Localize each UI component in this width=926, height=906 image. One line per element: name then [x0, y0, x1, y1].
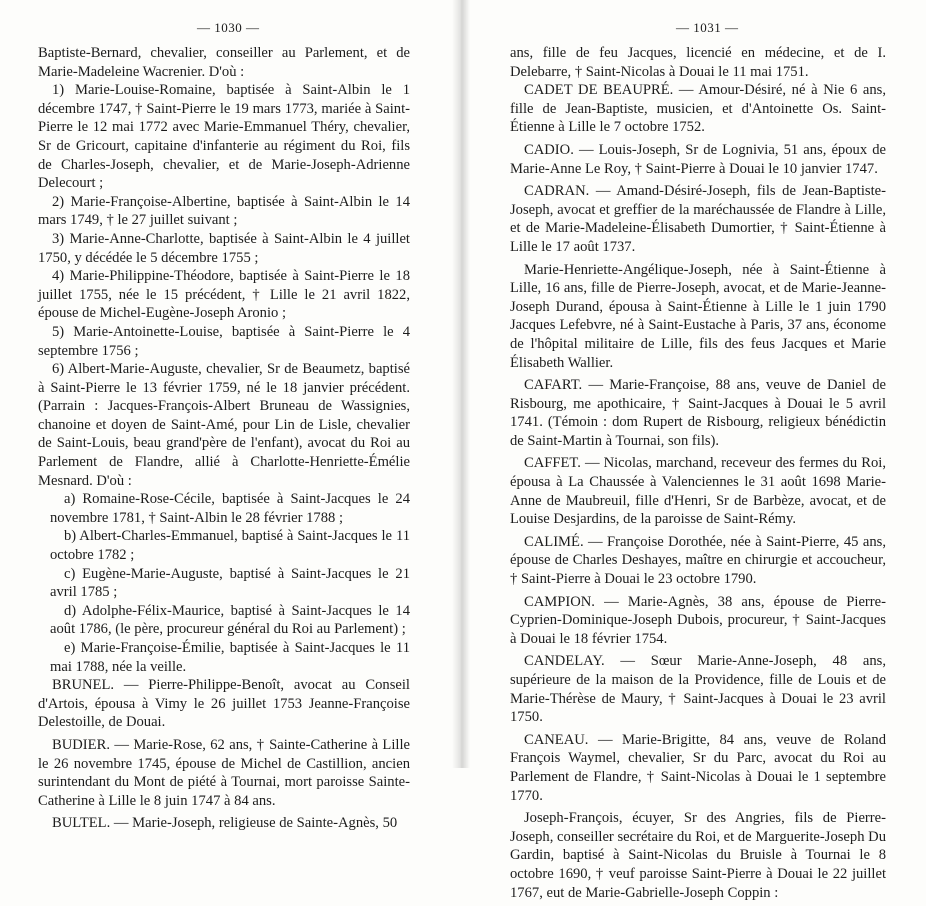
entry-caneau: CANEAU. — Marie-Brigitte, 84 ans, veuve de Roland François Waymel, chevalier, Sr du Parc, avocat du Roi au Parlement de Flandre, † Saint-Nicolas à Douai le 1 septembre 1770. — [510, 731, 886, 804]
entry-cadet-de-beaupre: CADET DE BEAUPRÉ. — Amour-Désiré, né à Nie 6 ans, fille de Jean-Baptiste, musicien, et d'Antoinette Os. Saint-Étienne à Lille le 7 octobre 1752. — [510, 82, 886, 136]
paragraph: b) Albert-Charles-Emmanuel, baptisé à Saint-Jacques le 11 octobre 1782 ; — [50, 528, 410, 564]
right-page-number: — 1031 — — [676, 20, 739, 35]
entry-caneau-2: Joseph-François, écuyer, Sr des Angries, fils de Pierre-Joseph, conseiller secrétaire du Roi, et de Marguerite-Joseph Du Gardin, baptisé à Saint-Nicolas du Bruisle à Tournai le 8 octobre 1690, † veuf paroisse Saint-Pierre à Douai le 22 juillet 1767, eut de Marie-Gabrielle-Joseph Coppin : — [510, 810, 886, 901]
entry-campion: CAMPION. — Marie-Agnès, 38 ans, épouse de Pierre-Cyprien-Dominique-Joseph Dubois, procureur, † Saint-Jacques à Douai le 18 février 1754. — [510, 593, 886, 647]
paragraph: 6) Albert-Marie-Auguste, chevalier, Sr de Beaumetz, baptisé à Saint-Pierre le 13 février 1759, né le 18 janvier précédent. (Parrain : Jacques-François-Albert Bruneau de Wassignies, chanoine et doyen de Saint-Amé, pour Lin de Lisle, chevalier de Saint-Louis, beau grand'père de l'enfant), avocat du Roi au Parlement de Flandre, allié à Charlotte-Henriette-Émélie Mesnard. D'où : — [38, 361, 410, 489]
entry-cadio: CADIO. — Louis-Joseph, Sr de Lognivia, 51 ans, époux de Marie-Anne Le Roy, † Saint-Pierre à Douai le 10 janvier 1747. — [510, 141, 886, 177]
paragraph: a) Romaine-Rose-Cécile, baptisée à Saint-Jacques le 24 novembre 1781, † Saint-Albin le 28 février 1788 ; — [50, 491, 410, 526]
paragraph: d) Adolphe-Félix-Maurice, baptisé à Saint-Jacques le 14 août 1786, (le père, procureur général du Roi au Parlement) ; — [50, 602, 410, 638]
entry-budier: BUDIER. — Marie-Rose, 62 ans, † Sainte-Catherine à Lille le 26 novembre 1745, épouse de Michel de Castillion, ancien surintendant du Mont de piété à Tournai, mort paroisse Sainte-Catherine à Lille le 8 juin 1747 à 84 ans. — [38, 736, 410, 809]
paragraph: 2) Marie-Françoise-Albertine, baptisée à Saint-Albin le 14 mars 1749, † le 27 juillet suivant ; — [38, 193, 410, 229]
entry-bultel: BULTEL. — Marie-Joseph, religieuse de Sainte-Agnès, 50 — [52, 815, 398, 832]
paragraph: 1) Marie-Louise-Romaine, baptisée à Saint-Albin le 1 décembre 1747, † Saint-Pierre le 19 mars 1773, mariée à Saint-Pierre le 12 mai 1772 avec Marie-Emmanuel Théry, chevalier, Sr de Gricourt, capitaine d'infanterie au régiment du Roi, fils de Charles-Joseph, chevalier, et de Marie-Joseph-Adrienne Delecourt ; — [38, 82, 410, 192]
right-page-text — [510, 44, 886, 906]
paragraph: 4) Marie-Philippine-Théodore, baptisée à Saint-Pierre le 18 juillet 1755, née le 15 précédent, † Lille le 21 avril 1822, épouse de Michel-Eugène-Joseph Aronio ; — [38, 268, 410, 322]
entry-caffet: CAFFET. — Nicolas, marchand, receveur des fermes du Roi, épousa à La Chaussée à Valenciennes le 31 août 1698 Marie-Anne de Maubreuil, fille d'Henri, Sr de Barbèze, avocat, et de Louise Desjardins, de la paroisse de Saint-Rémy. — [510, 455, 886, 528]
entry-candelay: CANDELAY. — Sœur Marie-Anne-Joseph, 48 ans, supérieure de la maison de la Providence, fille de Louis et de Marie-Thérèse de Maury, † Saint-Jacques à Douai le 23 avril 1750. — [510, 653, 886, 726]
paragraph: 3) Marie-Anne-Charlotte, baptisée à Saint-Albin le 4 juillet 1750, y décédée le 5 décembre 1755 ; — [38, 230, 410, 266]
paragraph: Baptiste-Bernard, chevalier, conseiller au Parlement, et de Marie-Madeleine Wacrenier. D'où : — [38, 45, 410, 80]
paragraph: c) Eugène-Marie-Auguste, baptisé à Saint-Jacques le 21 avril 1785 ; — [50, 565, 410, 601]
left-page-text — [38, 44, 410, 837]
entry-cadran-2: Marie-Henriette-Angélique-Joseph, née à Saint-Étienne à Lille, 16 ans, fille de Pierre-Joseph, avocat, et de Marie-Jeanne-Joseph Durand, épousa à Saint-Étienne à Lille le 1 juin 1790 Jacques Lefebvre, né à Saint-Eustache à Paris, 37 ans, économe de l'hôpital militaire de Lille, fils des feus Jacques et Marie Élisabeth Wallier. — [510, 261, 886, 371]
paragraph: ans, fille de feu Jacques, licencié en médecine, et de I. Delebarre, † Saint-Nicolas à Douai le 11 mai 1751. — [510, 45, 886, 80]
entry-calime: CALIMÉ. — Françoise Dorothée, née à Saint-Pierre, 45 ans, épouse de Charles Deshayes, maître en chirurgie et accoucheur, † Saint-Pierre à Douai le 23 octobre 1790. — [510, 533, 886, 588]
left-page — [0, 0, 460, 832]
entry-brunel: BRUNEL. — Pierre-Philippe-Benoît, avocat au Conseil d'Artois, épousa à Vimy le 26 juillet 1753 Jeanne-Françoise Delestoille, de Douai. — [38, 677, 410, 731]
entry-cadran: CADRAN. — Amand-Désiré-Joseph, fils de Jean-Baptiste-Joseph, avocat et greffier de la maréchaussée de Flandre à Lille, et de Marie-Madeleine-Élisabeth Dumortier, † Saint-Étienne à Lille le 17 août 1737. — [510, 183, 886, 255]
paragraph: 5) Marie-Antoinette-Louise, baptisée à Saint-Pierre le 4 septembre 1756 ; — [38, 323, 410, 359]
right-page — [468, 0, 926, 901]
left-page-number: — 1030 — — [197, 20, 260, 35]
paragraph: e) Marie-Françoise-Émilie, baptisée à Saint-Jacques le 11 mai 1788, née la veille. — [50, 640, 410, 675]
entry-cafart: CAFART. — Marie-Françoise, 88 ans, veuve de Daniel de Risbourg, me apothicaire, † Saint-Jacques à Douai le 5 avril 1741. (Témoin : dom Rupert de Risbourg, religieux bénédictin de Saint-Martin à Tournai, son fils). — [510, 377, 886, 449]
